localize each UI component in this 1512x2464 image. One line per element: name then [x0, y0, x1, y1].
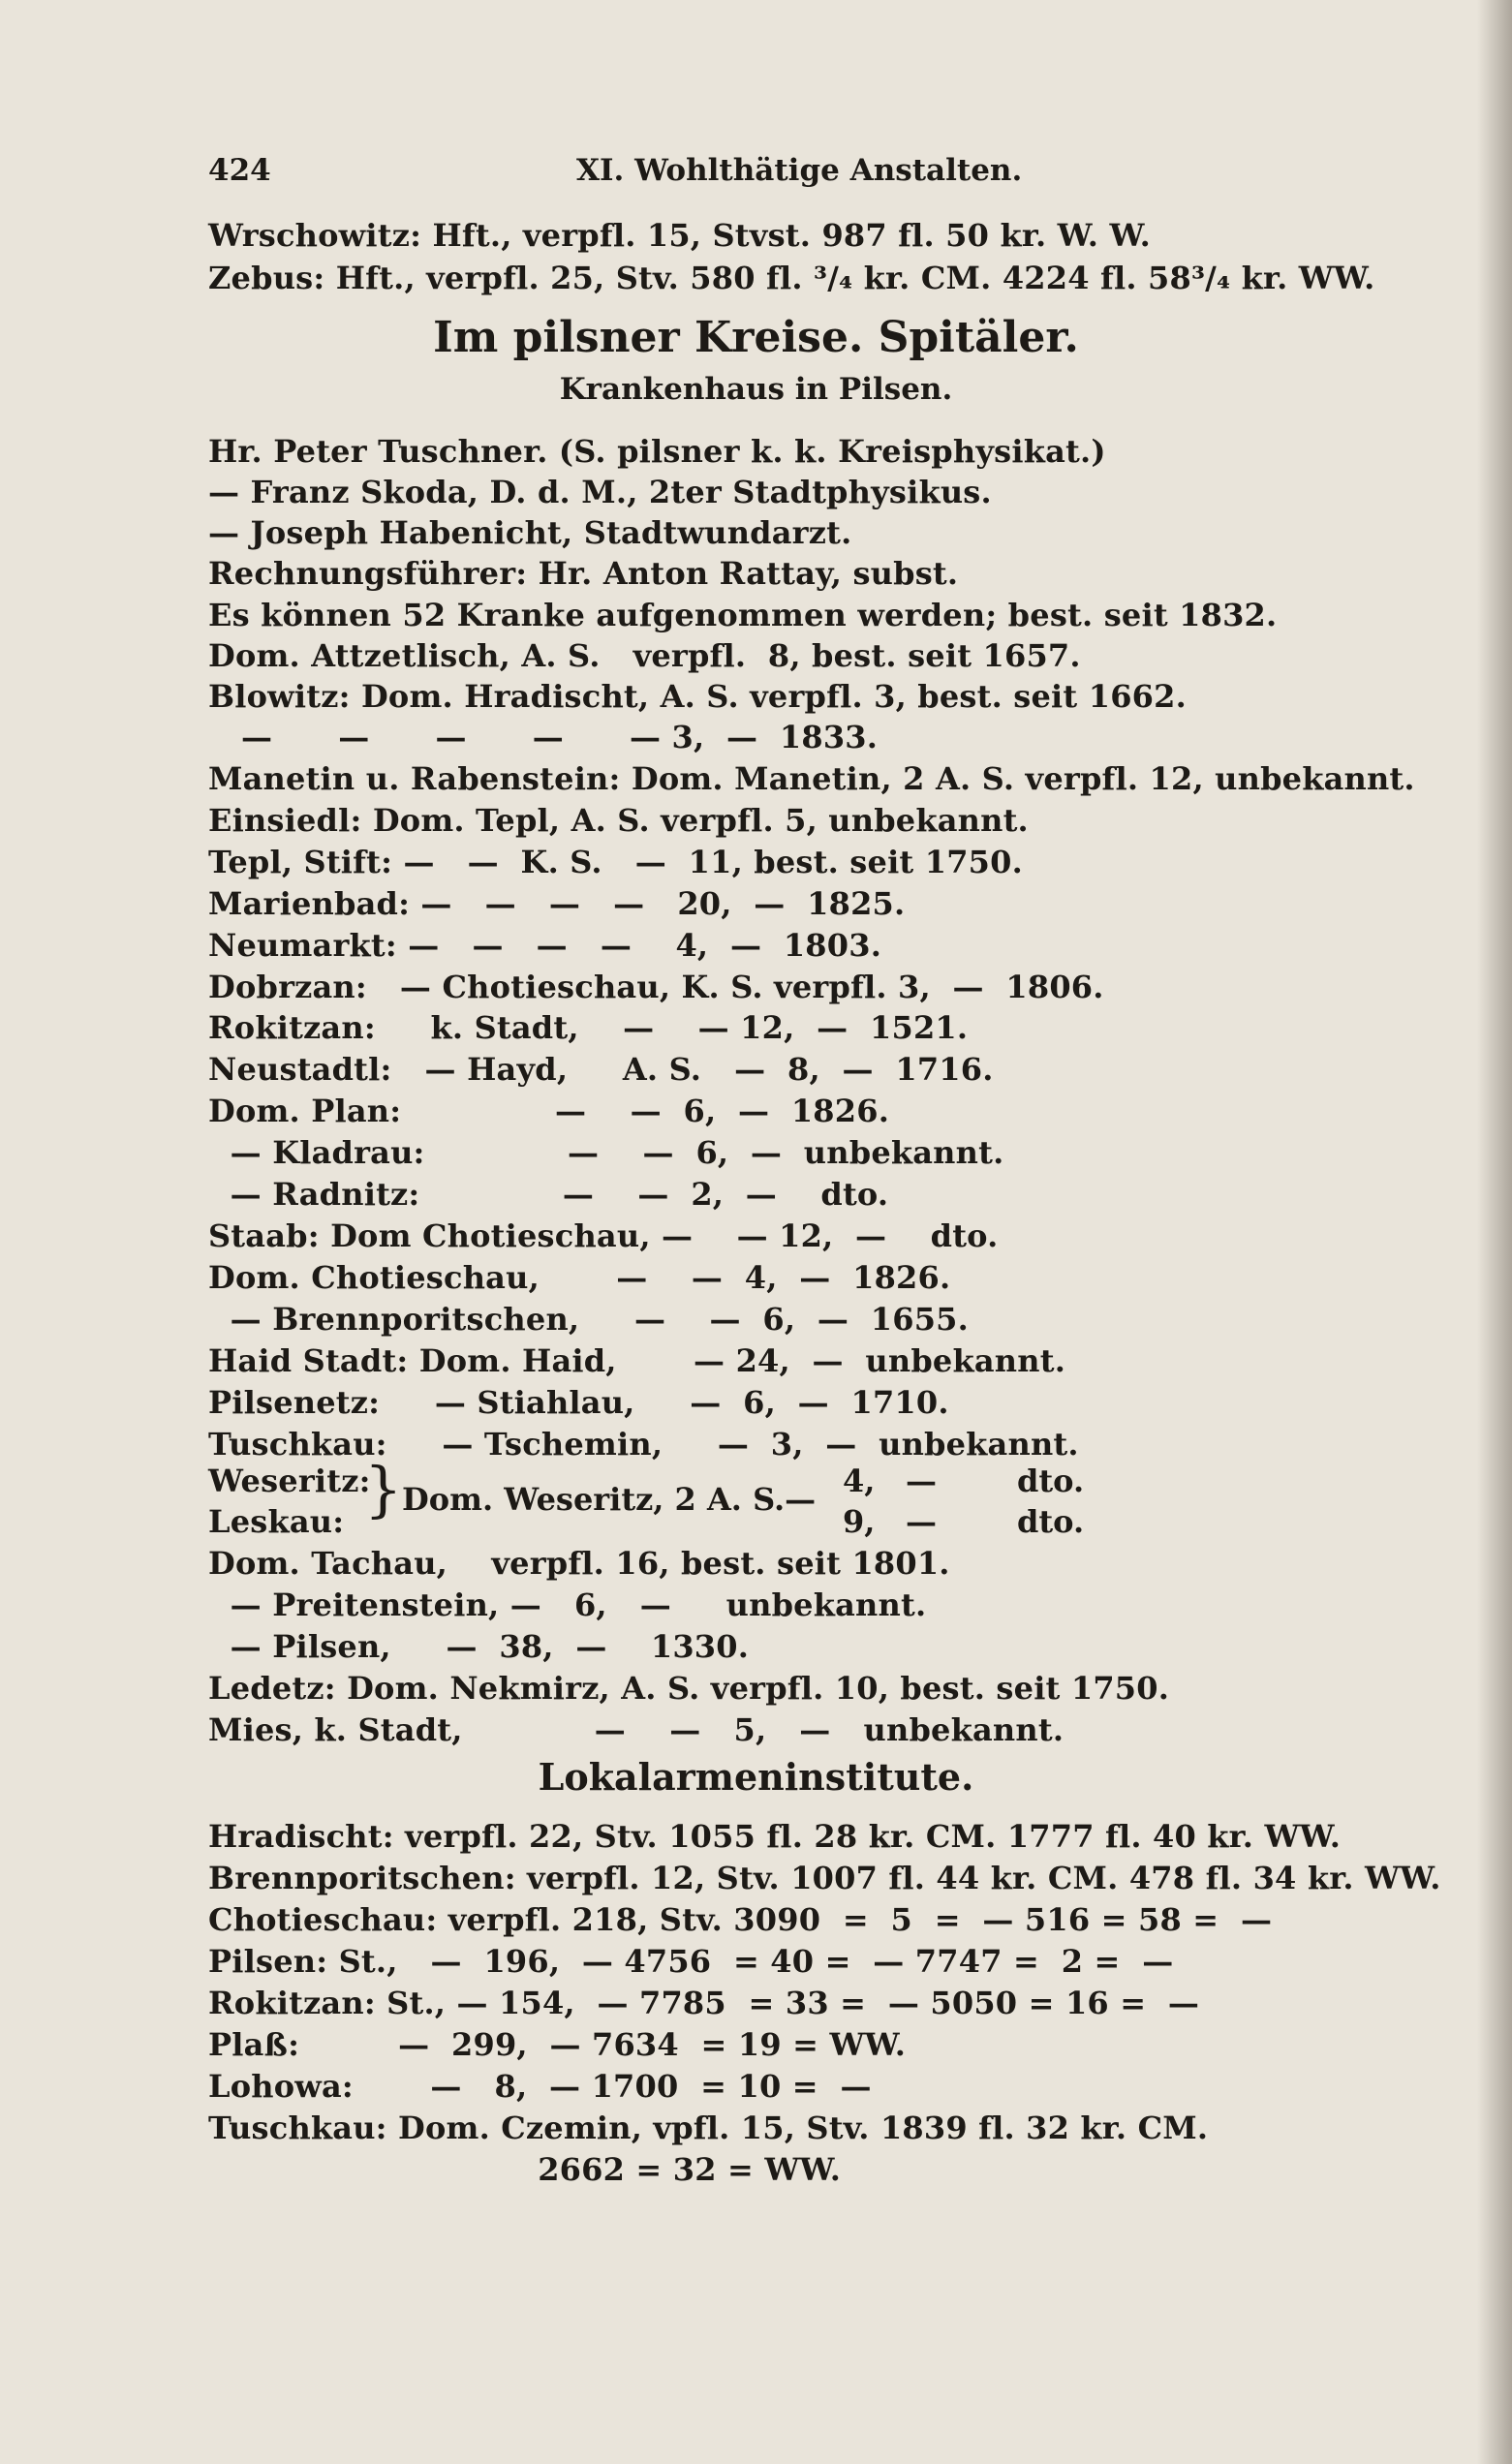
text-line: Ledetz: Dom. Nekmirz, A. S. verpfl. 10, best. seit 1750.	[208, 1670, 1170, 1707]
brace-note: dto.	[1017, 1463, 1085, 1499]
text-line: Chotieschau: verpfl. 218, Stv. 3090 = 5 = — 516 = 58 = —	[208, 1901, 1273, 1938]
brace-dash: —	[906, 1463, 937, 1499]
text-line: Dom. Plan: — — 6, — 1826.	[208, 1093, 890, 1129]
text-line: Pilsenetz: — Stiahlau, — 6, — 1710.	[208, 1384, 949, 1421]
text-line: Einsiedl: Dom. Tepl, A. S. verpfl. 5, unbekannt.	[208, 802, 1029, 839]
text-line: Lohowa: — 8, — 1700 = 10 = —	[208, 2068, 872, 2105]
text-line: Zebus: Hft., verpfl. 25, Stv. 580 fl. ³/₄ kr. CM. 4224 fl. 58³/₄ kr. WW.	[208, 260, 1375, 296]
text-line: Rokitzan: k. Stadt, — — 12, — 1521.	[208, 1009, 969, 1046]
text-line: Brennporitschen: verpfl. 12, Stv. 1007 fl. 44 kr. CM. 478 fl. 34 kr. WW.	[208, 1860, 1441, 1896]
text-line: — Pilsen, — 38, — 1330.	[208, 1628, 750, 1665]
brace-left-name: Weseritz:	[208, 1463, 371, 1499]
text-line: Neumarkt: — — — — 4, — 1803.	[208, 927, 882, 964]
lokal-section-title: Lokalarmeninstitute.	[538, 1755, 974, 1799]
text-line: Neustadtl: — Hayd, A. S. — 8, — 1716.	[208, 1051, 994, 1088]
text-line: Plaß: — 299, — 7634 = 19 = WW.	[208, 2026, 907, 2063]
subsection-title: Krankenhaus in Pilsen.	[559, 372, 953, 407]
binding-shadow	[1477, 0, 1512, 2464]
text-line: Es können 52 Kranke aufgenommen werden; best. seit 1832.	[208, 597, 1278, 633]
curly-brace: }	[364, 1454, 403, 1525]
text-line: Dom. Tachau, verpfl. 16, best. seit 1801.	[208, 1545, 950, 1582]
text-line: Tuschkau: Dom. Czemin, vpfl. 15, Stv. 1839 fl. 32 kr. CM.	[208, 2110, 1209, 2146]
text-line: Wrschowitz: Hft., verpfl. 15, Stvst. 987 fl. 50 kr. W. W.	[208, 217, 1151, 254]
text-line: — Kladrau: — — 6, — unbekannt.	[208, 1134, 1004, 1171]
page-number: 424	[208, 153, 271, 188]
text-line: Hradischt: verpfl. 22, Stv. 1055 fl. 28 kr. CM. 1777 fl. 40 kr. WW.	[208, 1818, 1342, 1855]
text-line: Hr. Peter Tuschner. (S. pilsner k. k. Kreisphysikat.)	[208, 433, 1106, 470]
text-line: Dobrzan: — Chotieschau, K. S. verpfl. 3, — 1806.	[208, 969, 1104, 1005]
brace-dash: —	[906, 1503, 937, 1540]
text-line: — Preitenstein, — 6, — unbekannt.	[208, 1586, 927, 1623]
brace-shared-text: Dom. Weseritz, 2 A. S.—	[402, 1481, 817, 1518]
text-line: Pilsen: St., — 196, — 4756 = 40 = — 7747 = 2 = —	[208, 1943, 1174, 1980]
text-line: Tepl, Stift: — — K. S. — 11, best. seit 1750.	[208, 844, 1023, 880]
brace-count: 4,	[843, 1463, 876, 1499]
text-line: — Brennporitschen, — — 6, — 1655.	[208, 1301, 969, 1338]
brace-left-name: Leskau:	[208, 1503, 345, 1540]
text-line: Dom. Chotieschau, — — 4, — 1826.	[208, 1259, 951, 1296]
text-line: Rechnungsführer: Hr. Anton Rattay, subst.	[208, 555, 959, 592]
text-line: 2662 = 32 = WW.	[208, 2151, 842, 2188]
text-line: Haid Stadt: Dom. Haid, — 24, — unbekannt.	[208, 1342, 1066, 1379]
text-line: — Franz Skoda, D. d. M., 2ter Stadtphysikus.	[208, 474, 992, 510]
text-line: Blowitz: Dom. Hradischt, A. S. verpfl. 3, best. seit 1662.	[208, 678, 1187, 715]
brace-count: 9,	[843, 1503, 876, 1540]
text-line: Mies, k. Stadt, — — 5, — unbekannt.	[208, 1711, 1065, 1748]
text-line: — — — — — 3, — 1833.	[208, 719, 879, 755]
text-line: — Radnitz: — — 2, — dto.	[208, 1176, 889, 1213]
section-title: Im pilsner Kreise. Spitäler.	[433, 313, 1079, 362]
text-line: Manetin u. Rabenstein: Dom. Manetin, 2 A. S. verpfl. 12, unbekannt.	[208, 760, 1415, 797]
text-line: Rokitzan: St., — 154, — 7785 = 33 = — 5050 = 16 = —	[208, 1985, 1200, 2021]
running-title: XI. Wohlthätige Anstalten.	[576, 153, 1023, 188]
text-line: — Joseph Habenicht, Stadtwundarzt.	[208, 514, 852, 551]
text-line: Marienbad: — — — — 20, — 1825.	[208, 885, 906, 922]
text-line: Staab: Dom Chotieschau, — — 12, — dto.	[208, 1217, 999, 1254]
text-line: Dom. Attzetlisch, A. S. verpfl. 8, best. seit 1657.	[208, 637, 1081, 674]
brace-note: dto.	[1017, 1503, 1085, 1540]
page-header	[208, 153, 1351, 201]
text-line: Tuschkau: — Tschemin, — 3, — unbekannt.	[208, 1426, 1079, 1463]
